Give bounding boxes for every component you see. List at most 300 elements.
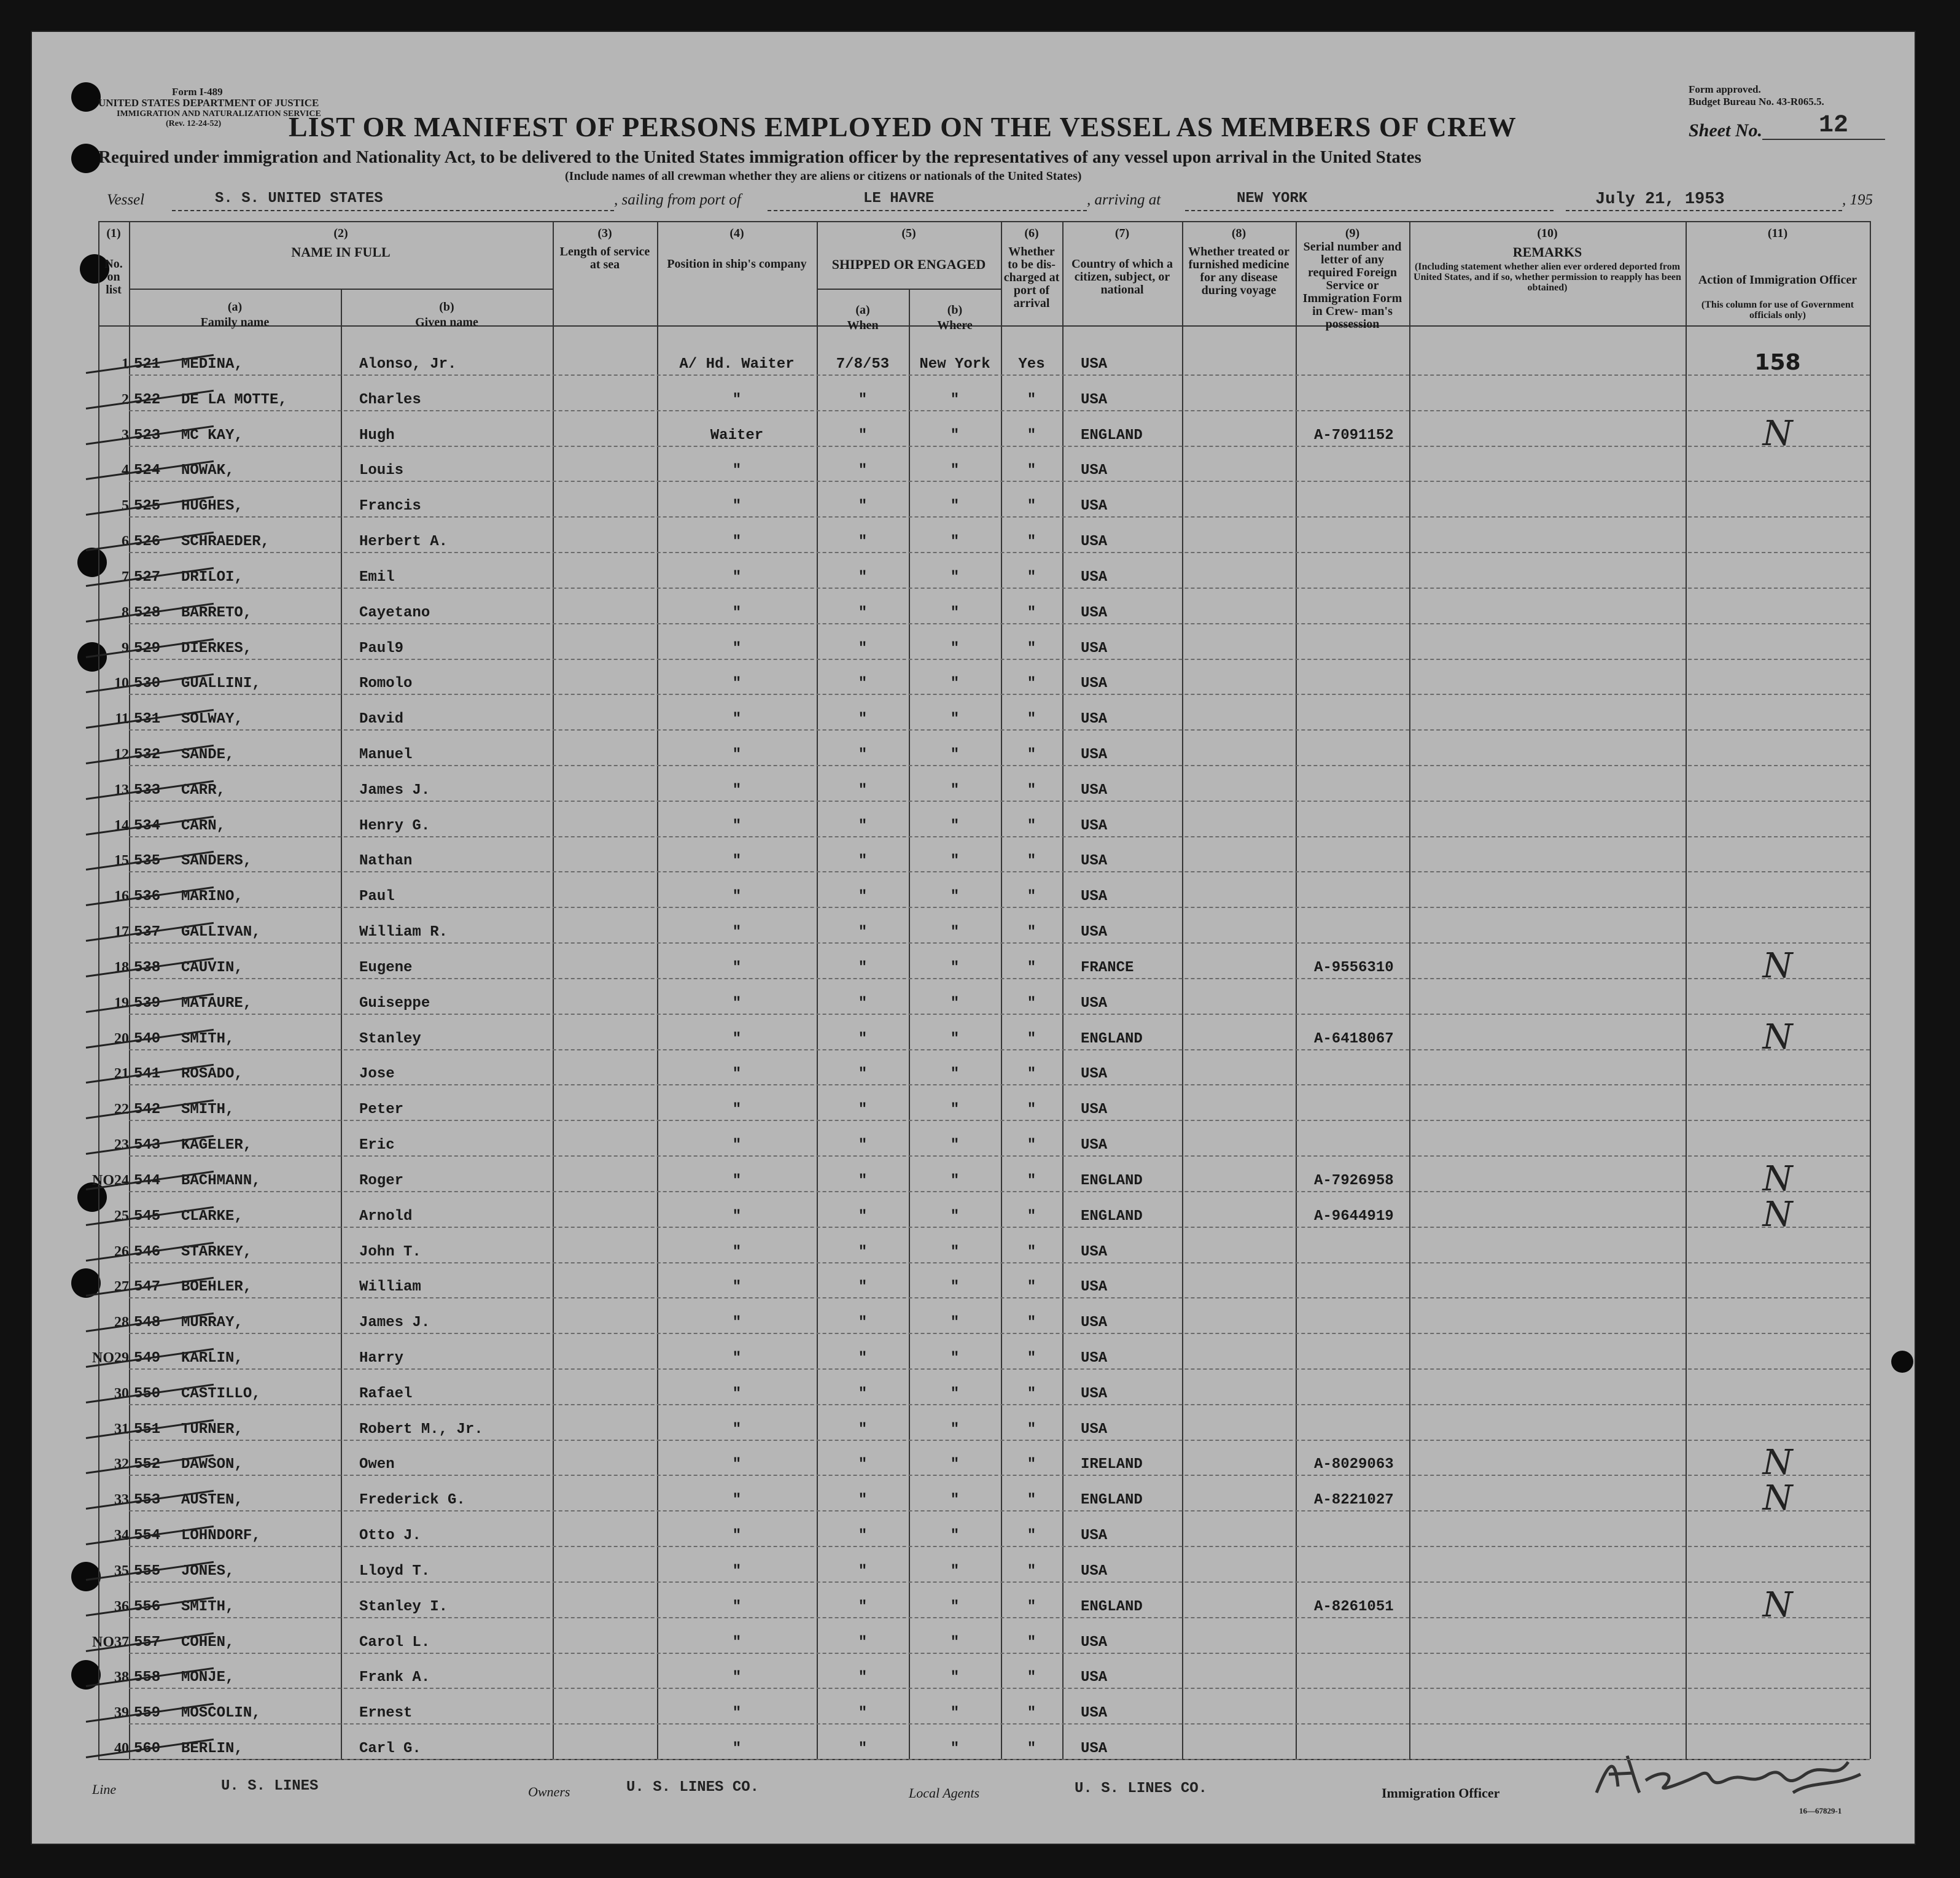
discharged: " [1027, 391, 1036, 408]
row-number: 2 [122, 391, 129, 408]
given-name: Eugene [359, 959, 413, 976]
shipped-when: " [858, 1385, 868, 1402]
row-rule [129, 765, 1870, 766]
country: USA [1081, 462, 1108, 479]
country: IRELAND [1081, 1456, 1143, 1473]
shipped-when: " [858, 1101, 868, 1119]
row-number: 31 [114, 1421, 129, 1437]
position: " [732, 1208, 742, 1225]
row-number: 25 [114, 1208, 129, 1224]
row-rule [129, 1581, 1870, 1583]
row-rule [129, 1617, 1870, 1618]
row-id: 551 [134, 1421, 161, 1438]
given-name: Arnold [359, 1208, 413, 1225]
agents-value: U. S. LINES CO. [1075, 1780, 1208, 1797]
manifest-page [31, 31, 1916, 1845]
family-name: MC KAY, [181, 427, 243, 444]
header-c2: NAME IN FULL [291, 244, 391, 260]
position: " [732, 1456, 742, 1473]
agents-label: Local Agents [909, 1785, 980, 1801]
year-suffix: , 195 [1842, 192, 1873, 208]
discharged: Yes [1018, 356, 1045, 373]
family-name: DAWSON, [181, 1456, 243, 1473]
position: " [732, 924, 742, 941]
row-rule [129, 871, 1870, 872]
column-divider [1182, 221, 1183, 1759]
family-name: MONJE, [181, 1669, 235, 1686]
row-number: 1 [122, 356, 129, 372]
table-top-border [98, 221, 1870, 222]
shipped-when: " [858, 1243, 868, 1260]
column-divider [1870, 221, 1871, 1759]
given-name: Hugh [359, 427, 395, 444]
officer-action: N [1762, 1158, 1793, 1199]
family-name: AUSTEN, [181, 1492, 243, 1509]
shipped-where: " [950, 1385, 960, 1402]
country: USA [1081, 711, 1108, 728]
header-c3n: (3) [597, 227, 612, 240]
given-name: Peter [359, 1101, 404, 1119]
shipped-where: " [950, 1349, 960, 1367]
shipped-when: " [858, 817, 868, 834]
given-name: William R. [359, 924, 448, 941]
discharged: " [1027, 1066, 1036, 1083]
serial-number: A-6418067 [1314, 1030, 1394, 1047]
row-number: 28 [114, 1314, 129, 1331]
discharged: " [1027, 888, 1036, 906]
row-id: 540 [134, 1030, 161, 1047]
arriving-label: , arriving at [1087, 192, 1161, 208]
row-id: 560 [134, 1740, 161, 1757]
sheet-number: 12 [1819, 112, 1849, 139]
row-number: 7 [122, 568, 129, 585]
row-id: 549 [134, 1349, 161, 1367]
column-divider [553, 221, 554, 1759]
shipped-when: " [858, 427, 868, 444]
row-id: 529 [134, 640, 161, 657]
header-c8: Whether treated or furnished medicine for any disease during voyage [1188, 245, 1289, 297]
row-number: 32 [114, 1456, 129, 1473]
country: USA [1081, 1314, 1108, 1332]
row-number: 19 [114, 995, 129, 1011]
discharged: " [1027, 1598, 1036, 1615]
row-rule [129, 1368, 1870, 1370]
position: " [732, 747, 742, 764]
serial-number: A-9644919 [1314, 1208, 1394, 1225]
position: " [732, 640, 742, 657]
column-divider [129, 221, 130, 1759]
shipped-when: " [858, 1030, 868, 1047]
given-name: Herbert A. [359, 534, 448, 551]
vessel-label: Vessel [107, 192, 145, 208]
country: USA [1081, 640, 1108, 657]
column-divider [1686, 221, 1687, 1759]
column-divider [1062, 221, 1064, 1759]
family-name: CLARKE, [181, 1208, 243, 1225]
officer-action: N [1762, 1194, 1793, 1235]
row-id: 554 [134, 1527, 161, 1545]
row-rule [129, 516, 1870, 518]
given-name: William [359, 1279, 421, 1296]
row-number: 22 [114, 1101, 129, 1118]
given-name: Harry [359, 1349, 404, 1367]
header-c5b_t: Where [937, 319, 973, 332]
row-id: 538 [134, 959, 161, 976]
shipped-where: " [950, 604, 960, 621]
row-rule [129, 1475, 1870, 1476]
row-rule [129, 1404, 1870, 1405]
shipped-when: " [858, 1527, 868, 1545]
shipped-when: " [858, 640, 868, 657]
row-rule [129, 978, 1870, 979]
position: " [732, 1740, 742, 1757]
shipped-where: " [950, 391, 960, 408]
given-name: James J. [359, 1314, 430, 1332]
family-name: BERLIN, [181, 1740, 243, 1757]
row-number: 16 [114, 888, 129, 905]
arriving-port: NEW YORK [1237, 190, 1308, 207]
officer-action: N [1762, 413, 1793, 454]
shipped-when: " [858, 1562, 868, 1580]
country: USA [1081, 995, 1108, 1012]
shipped-where: " [950, 534, 960, 551]
row-id: 531 [134, 711, 161, 728]
country: ENGLAND [1081, 1208, 1143, 1225]
row-number: NO24 [92, 1172, 129, 1189]
discharged: " [1027, 1421, 1036, 1438]
discharged: " [1027, 1208, 1036, 1225]
given-name: Rafael [359, 1385, 413, 1402]
column-divider [1409, 221, 1410, 1759]
family-name: CARR, [181, 782, 226, 799]
row-rule [129, 1120, 1870, 1121]
shipped-where: " [950, 1740, 960, 1757]
discharged: " [1027, 675, 1036, 693]
row-number: 26 [114, 1243, 129, 1260]
family-name: DRILOI, [181, 568, 243, 586]
row-id: 536 [134, 888, 161, 906]
shipped-where: " [950, 853, 960, 870]
family-name: BARRETO, [181, 604, 252, 621]
form-number: Form I-489 [172, 86, 223, 98]
family-name: CASTILLO, [181, 1385, 261, 1402]
discharged: " [1027, 1172, 1036, 1189]
row-rule [129, 1297, 1870, 1298]
owners-value: U. S. LINES CO. [626, 1779, 760, 1796]
row-number: 17 [114, 924, 129, 941]
given-name: Romolo [359, 675, 413, 693]
shipped-where: " [950, 1527, 960, 1545]
row-rule [129, 410, 1870, 411]
header-c3: Length of service at sea [559, 245, 650, 271]
shipped-where: " [950, 995, 960, 1012]
row-id: 548 [134, 1314, 161, 1332]
discharged: " [1027, 1279, 1036, 1296]
header-c11n: (11) [1767, 227, 1788, 240]
family-name: STARKEY, [181, 1243, 252, 1260]
position: " [732, 817, 742, 834]
vessel-underline [172, 210, 614, 211]
header-c2b: (b) [439, 300, 454, 314]
row-number: 13 [114, 782, 129, 798]
shipped-when: " [858, 853, 868, 870]
given-name: Paul [359, 888, 395, 906]
shipped-when: " [858, 711, 868, 728]
given-name: Roger [359, 1172, 404, 1189]
given-name: David [359, 711, 404, 728]
given-name: Robert M., Jr. [359, 1421, 483, 1438]
discharged: " [1027, 1634, 1036, 1651]
row-rule [129, 1014, 1870, 1015]
discharged: " [1027, 1705, 1036, 1722]
family-name: SMITH, [181, 1101, 235, 1119]
given-name: Ernest [359, 1705, 413, 1722]
row-rule [129, 1759, 1870, 1760]
row-number: 38 [114, 1669, 129, 1686]
row-number: 15 [114, 853, 129, 869]
row-rule [129, 836, 1870, 837]
revision: (Rev. 12-24-52) [166, 119, 222, 128]
header-c9: Serial number and letter of any required Foreign Service or Immigration Form in Crew- man's possession [1302, 240, 1402, 331]
family-name: KAGELER, [181, 1137, 252, 1154]
required-text: Required under immigration and Nationality Act, to be delivered to the United States immigration officer by the representatives of any vessel upon arrival in the United States [98, 147, 1421, 167]
officer-action: N [1762, 945, 1793, 986]
row-id: 526 [134, 534, 161, 551]
given-name: Francis [359, 498, 421, 515]
shipped-where: " [950, 498, 960, 515]
header-c4: Position in ship's company [667, 257, 807, 271]
header-c5a_t: When [847, 319, 879, 332]
country: FRANCE [1081, 959, 1134, 976]
sailing-label: , sailing from port of [614, 192, 741, 208]
country: USA [1081, 782, 1108, 799]
row-id: 527 [134, 568, 161, 586]
serial-number: A-9556310 [1314, 959, 1394, 976]
shipped-where: New York [919, 356, 990, 373]
discharged: " [1027, 1243, 1036, 1260]
header-c5a: (a) [855, 303, 870, 317]
family-name: JONES, [181, 1562, 235, 1580]
row-rule [129, 1227, 1870, 1228]
row-id: 546 [134, 1243, 161, 1260]
given-name: Frederick G. [359, 1492, 465, 1509]
row-rule [129, 1084, 1870, 1085]
officer-label: Immigration Officer [1382, 1785, 1500, 1801]
position: " [732, 711, 742, 728]
given-name: Paul9 [359, 640, 404, 657]
header-c2b_t: Given name [415, 316, 478, 329]
shipped-where: " [950, 888, 960, 906]
shipped-where: " [950, 1172, 960, 1189]
serial-number: A-7091152 [1314, 427, 1394, 444]
given-name: Alonso, Jr. [359, 356, 457, 373]
family-name: GALLIVAN, [181, 924, 261, 941]
shipped-when: " [858, 888, 868, 906]
position: " [732, 888, 742, 906]
row-number: 20 [114, 1030, 129, 1047]
row-rule [129, 552, 1870, 553]
row-rule [129, 729, 1870, 731]
column-divider [1001, 221, 1002, 1759]
discharged: " [1027, 959, 1036, 976]
position: " [732, 1669, 742, 1686]
row-id: 537 [134, 924, 161, 941]
shipped-when: " [858, 1208, 868, 1225]
header-c4n: (4) [729, 227, 744, 240]
family-name: DIERKES, [181, 640, 252, 657]
row-rule [129, 481, 1870, 482]
row-id: 539 [134, 995, 161, 1012]
row-number: 23 [114, 1137, 129, 1154]
row-id: 545 [134, 1208, 161, 1225]
shipped-when: " [858, 747, 868, 764]
row-number: NO37 [92, 1634, 129, 1650]
given-name: Emil [359, 568, 395, 586]
row-number: 4 [122, 462, 129, 479]
row-id: 552 [134, 1456, 161, 1473]
given-name: Cayetano [359, 604, 430, 621]
row-rule [129, 659, 1870, 660]
position: " [732, 1598, 742, 1615]
position: " [732, 1101, 742, 1119]
header-c5n: (5) [901, 227, 916, 240]
row-id: 528 [134, 604, 161, 621]
include-text: (Include names of all crewman whether they are aliens or citizens or nationals of the United States) [565, 169, 1082, 183]
row-id: 557 [134, 1634, 161, 1651]
family-name: GUALLINI, [181, 675, 261, 693]
position: " [732, 1243, 742, 1260]
owners-label: Owners [528, 1784, 570, 1799]
shipped-when: " [858, 498, 868, 515]
family-name: SCHRAEDER, [181, 534, 270, 551]
header-c2n: (2) [333, 227, 348, 240]
row-rule [129, 1723, 1870, 1725]
discharged: " [1027, 1030, 1036, 1047]
row-rule [129, 1688, 1870, 1689]
shipped-when: " [858, 1349, 868, 1367]
shipped-where: " [950, 1243, 960, 1260]
given-name: Lloyd T. [359, 1562, 430, 1580]
discharged: " [1027, 1101, 1036, 1119]
shipped-where: " [950, 427, 960, 444]
position: " [732, 853, 742, 870]
position: " [732, 1527, 742, 1545]
row-number: 3 [122, 427, 129, 443]
shipped-when: " [858, 959, 868, 976]
department: UNITED STATES DEPARTMENT OF JUSTICE [98, 97, 319, 109]
discharged: " [1027, 1492, 1036, 1509]
row-number: 27 [114, 1279, 129, 1295]
discharged: " [1027, 711, 1036, 728]
country: USA [1081, 1101, 1108, 1119]
family-name: NOWAK, [181, 462, 235, 479]
sheet-label: Sheet No. [1689, 120, 1762, 141]
row-rule [129, 1440, 1870, 1441]
position: " [732, 534, 742, 551]
shipped-when: " [858, 1669, 868, 1686]
family-name: LOHNDORF, [181, 1527, 261, 1545]
country: USA [1081, 356, 1108, 373]
row-number: 5 [122, 498, 129, 514]
column-divider [1296, 221, 1297, 1759]
header-c10n: (10) [1537, 227, 1558, 240]
service: IMMIGRATION AND NATURALIZATION SERVICE [117, 109, 321, 118]
row-id: 523 [134, 427, 161, 444]
position: " [732, 568, 742, 586]
shipped-when: " [858, 1066, 868, 1083]
row-number: 14 [114, 817, 129, 834]
position: " [732, 1066, 742, 1083]
given-name: Otto J. [359, 1527, 421, 1545]
row-rule [129, 588, 1870, 589]
shipped-when: " [858, 1492, 868, 1509]
given-name: John T. [359, 1243, 421, 1260]
family-name: KARLIN, [181, 1349, 243, 1367]
row-number: NO29 [92, 1349, 129, 1366]
shipped-when: " [858, 782, 868, 799]
row-id: 535 [134, 853, 161, 870]
family-name: SOLWAY, [181, 711, 243, 728]
family-name: COHEN, [181, 1634, 235, 1651]
row-id: 556 [134, 1598, 161, 1615]
row-rule [129, 1191, 1870, 1192]
shipped-where: " [950, 675, 960, 693]
shipped-when: " [858, 1137, 868, 1154]
discharged: " [1027, 995, 1036, 1012]
position: " [732, 1279, 742, 1296]
shipped-when: " [858, 1456, 868, 1473]
shipped-when: " [858, 1314, 868, 1332]
family-name: BOEHLER, [181, 1279, 252, 1296]
discharged: " [1027, 853, 1036, 870]
header-c11: Action of Immigration Officer [1698, 273, 1857, 287]
row-id: 547 [134, 1279, 161, 1296]
discharged: " [1027, 1562, 1036, 1580]
shipped-where: " [950, 568, 960, 586]
given-name: Guiseppe [359, 995, 430, 1012]
column-divider [909, 289, 910, 1759]
row-id: 530 [134, 675, 161, 693]
row-id: 521 [134, 356, 161, 373]
country: USA [1081, 747, 1108, 764]
position: " [732, 1137, 742, 1154]
discharged: " [1027, 462, 1036, 479]
row-rule [129, 1333, 1870, 1334]
position: " [732, 1385, 742, 1402]
row-number: 39 [114, 1705, 129, 1721]
row-rule [129, 374, 1870, 376]
shipped-where: " [950, 959, 960, 976]
discharged: " [1027, 568, 1036, 586]
discharged: " [1027, 534, 1036, 551]
header-c1: No. on list [104, 257, 123, 297]
form-approved: Form approved. [1689, 83, 1761, 95]
country: ENGLAND [1081, 427, 1143, 444]
punch-hole [1891, 1351, 1913, 1373]
country: USA [1081, 568, 1108, 586]
shipped-where: " [950, 1492, 960, 1509]
position: Waiter [710, 427, 764, 444]
punch-hole [71, 144, 101, 173]
row-rule [129, 942, 1870, 944]
row-id: 522 [134, 391, 161, 408]
shipped-when: " [858, 1705, 868, 1722]
family-name: MATAURE, [181, 995, 252, 1012]
row-id: 544 [134, 1172, 161, 1189]
row-number: 8 [122, 604, 129, 621]
row-number: 34 [114, 1527, 129, 1544]
given-name: Henry G. [359, 817, 430, 834]
